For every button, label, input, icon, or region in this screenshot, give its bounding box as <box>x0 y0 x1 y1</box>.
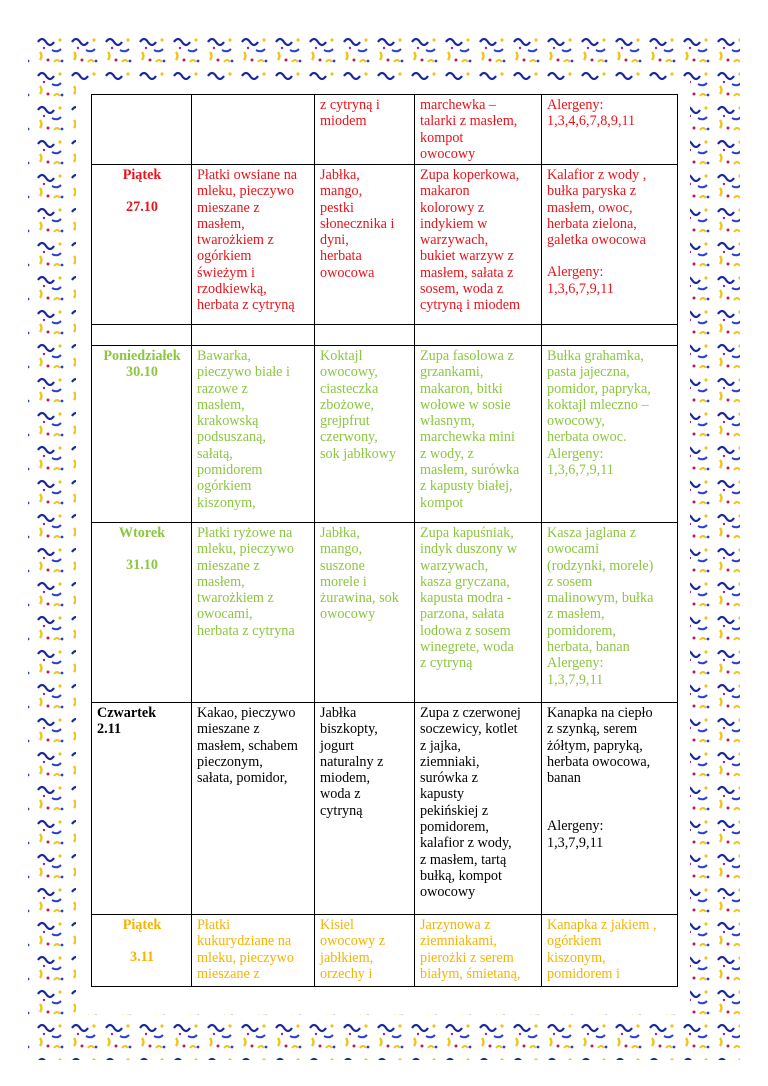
dinner-cell: Alergeny: 1,3,4,6,7,8,9,11 <box>542 95 678 165</box>
day-date: 31.10 <box>126 557 158 574</box>
lunch-cell: Zupa fasolowa z grzankami, makaron, bitki wołowe w sosie własnym, marchewka mini z wody, z masłem, surówka z kapusty białej, kompot <box>415 346 542 523</box>
day-date: 2.11 <box>97 721 122 738</box>
snack-cell: Jabłka, mango, pestki słonecznika i dyni, herbata owocowa <box>315 165 415 325</box>
allergens-text: Alergeny: 1,3,6,7,9,11 <box>547 264 614 297</box>
lunch-cell: Zupa koperkowa, makaron kolorowy z indykiem w warzywach, bukiet warzyw z masłem, sałata z sosem, woda z cytryną i miodem <box>415 165 542 325</box>
day-cell <box>92 703 192 915</box>
breakfast-cell: Płatki ryżowe na mleku, pieczywo mieszane z masłem, twarożkiem z owocami, herbata z cytryna <box>192 523 315 703</box>
snack-cell: Koktajl owocowy, ciasteczka zbożowe, grejpfrut czerwony, sok jabłkowy <box>315 346 415 523</box>
lunch-cell: Zupa z czerwonej soczewicy, kotlet z jajka, ziemniaki, surówka z kapusty pekińskiej z pomidorem, kalafior z wody, z masłem, tartą bułką, kompot owocowy <box>415 703 542 915</box>
day-cell <box>92 165 192 325</box>
lunch-cell: Zupa kapuśniak, indyk duszony w warzywach, kasza gryczana, kapusta modra - parzona, sałata lodowa z sosem winegrete, woda z cytryną <box>415 523 542 703</box>
day-name: Piątek <box>122 167 162 183</box>
lunch-cell: Jarzynowa z ziemniakami, pierożki z serem białym, śmietaną, <box>415 915 542 987</box>
breakfast-cell: Płatki kukurydziane na mleku, pieczywo mieszane z <box>192 915 315 987</box>
lunch-cell: marchewka – talarki z masłem, kompot owocowy <box>415 95 542 165</box>
day-date: 27.10 <box>126 199 158 216</box>
dinner-text: Kalafior z wody , bułka paryska z masłem, owoc, herbata zielona, galetka owocowa <box>547 167 647 249</box>
day-date: 3.11 <box>129 949 155 966</box>
snack-cell: Jabłka, mango, suszone morele i żurawina, sok owocowy <box>315 523 415 703</box>
snack-cell: Jabłka biszkopty, jogurt naturalny z miodem, woda z cytryną <box>315 703 415 915</box>
day-cell <box>92 95 192 165</box>
table-row <box>92 165 678 325</box>
dinner-text: Kanapka na ciepło z szynką, serem żółtym, papryką, herbata owocowa, banan <box>547 705 653 787</box>
dinner-cell: Bułka grahamka, pasta jajeczna, pomidor, papryka, koktajl mleczno – owocowy, herbata owoc. Alergeny: 1,3,6,7,9,11 <box>542 346 678 523</box>
breakfast-cell: Kakao, pieczywo mieszane z masłem, schabem pieczonym, sałata, pomidor, <box>192 703 315 915</box>
day-name: Poniedziałek <box>103 348 181 364</box>
dinner-cell: Kanapka z jakiem , ogórkiem kiszonym, pomidorem i <box>542 915 678 987</box>
dinner-cell: Kasza jaglana z owocami (rodzynki, morele) z sosem malinowym, bułka z masłem, pomidorem, herbata, banan Alergeny: 1,3,7,9,11 <box>542 523 678 703</box>
day-date: 30.10 <box>126 364 158 381</box>
day-name: Czwartek <box>97 705 157 721</box>
dinner-cell <box>542 165 678 325</box>
separator-row <box>92 325 678 346</box>
snack-cell: Kisiel owocowy z jabłkiem, orzechy i <box>315 915 415 987</box>
table-row <box>92 95 678 165</box>
breakfast-cell: Płatki owsiane na mleku, pieczywo mieszane z masłem, twarożkiem z ogórkiem świeżym i rzodkiewką, herbata z cytryną <box>192 165 315 325</box>
day-name: Wtorek <box>118 525 166 541</box>
table-row <box>92 523 678 703</box>
table-row <box>92 346 678 523</box>
day-name: Piątek <box>122 917 162 933</box>
dinner-cell <box>542 703 678 915</box>
allergens-text: Alergeny: 1,3,7,9,11 <box>547 818 604 851</box>
day-cell <box>92 915 192 987</box>
table-row <box>92 703 678 915</box>
table-row <box>92 915 678 987</box>
day-cell <box>92 346 192 523</box>
day-cell <box>92 523 192 703</box>
menu-table <box>91 94 678 987</box>
breakfast-cell <box>192 95 315 165</box>
snack-cell: z cytryną i miodem <box>315 95 415 165</box>
breakfast-cell: Bawarka, pieczywo białe i razowe z masłem, krakowską podsuszaną, sałatą, pomidorem ogórkiem kiszonym, <box>192 346 315 523</box>
